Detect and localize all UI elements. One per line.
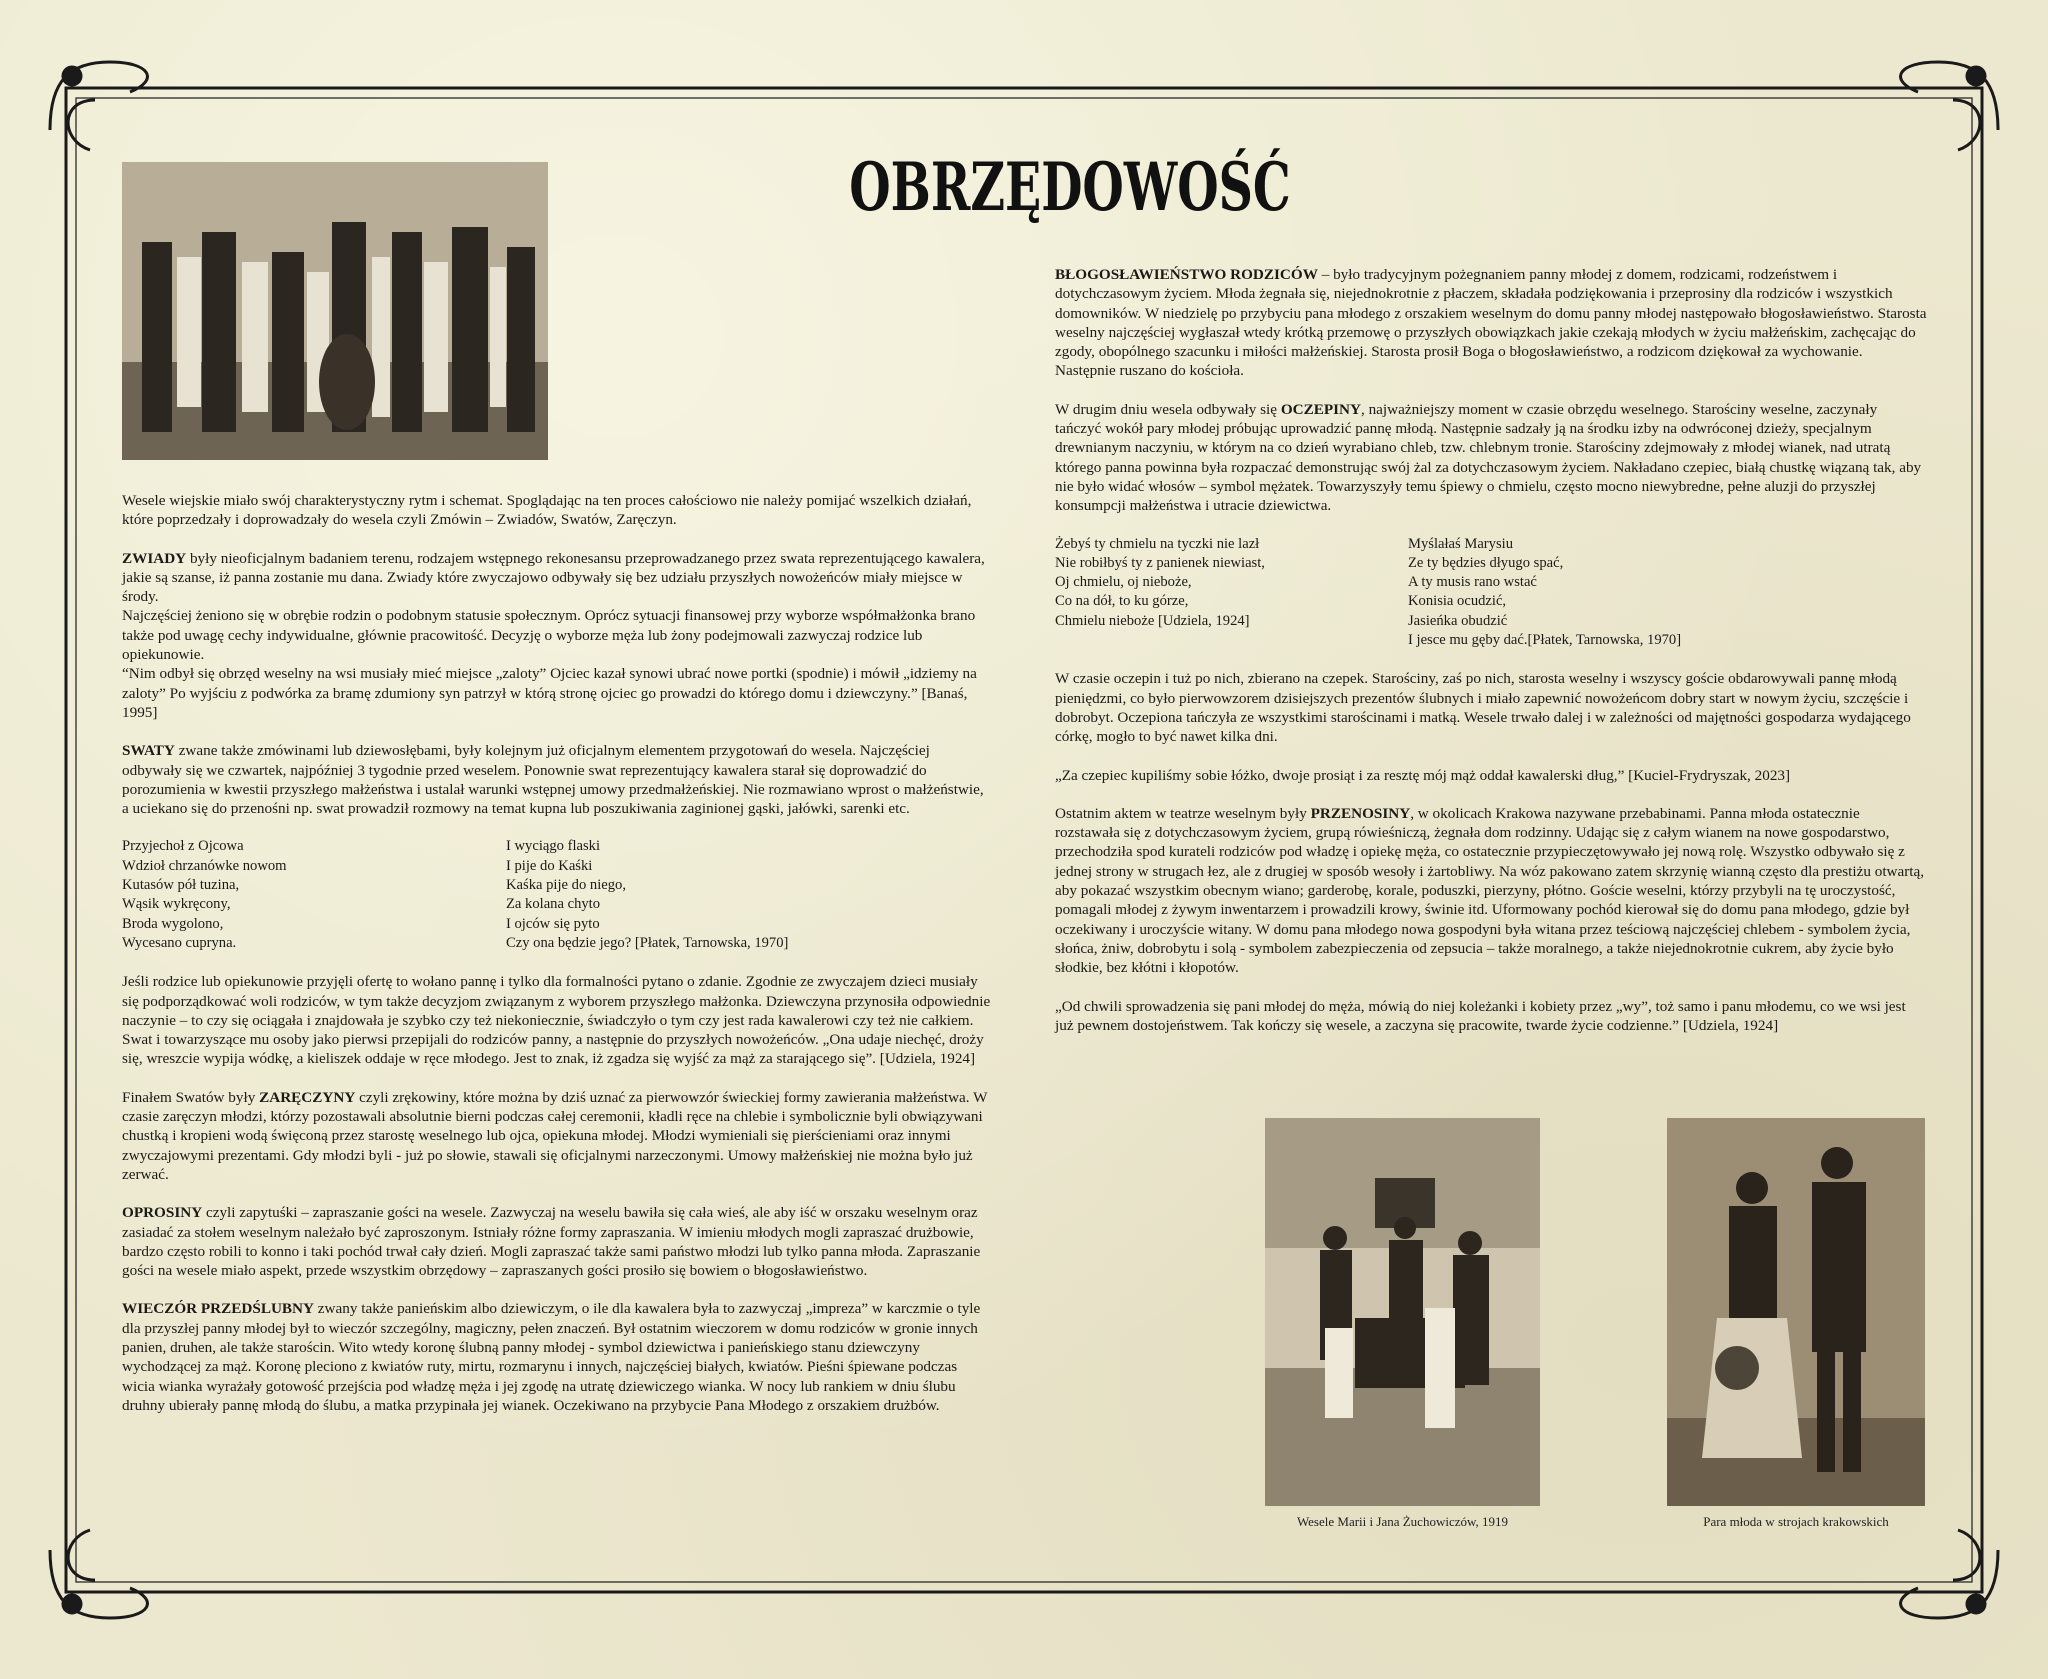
czepek-paragraph: W czasie oczepin i tuż po nich, zbierano na czepek. Starościny, zaś po nich, starosta weselny i wszyscy goście obdarowywali pannę młodą pieniędzmi, co było pierwowzorem dzisiejszych prezentów ślubnych i miało zapewnić nowożeńcom dobry start w nowym życiu, szczęście i dobrobyt. Oczepiona tańczyła ze wszystkimi starościnami i matką. Wesele trwało dalej i w zależności od majętności gospodarza wydającego córkę, mogło to być nawet kilka dni. [1055, 670, 1911, 746]
caption-wedding: Wesele Marii i Jana Żuchowiczów, 1919 [1296, 1514, 1509, 1529]
swaty-section [122, 741, 992, 818]
caption-couple: Para młoda w strojach krakowskich [1703, 1514, 1889, 1529]
photo-folk-group [122, 162, 548, 460]
oczepiny-intro: W drugim dniu wesela odbywały się [1055, 400, 1281, 418]
zwiady-text: były nieoficjalnym badaniem terenu, rodzajem wstępnego rekonesansu przeprowadzanego przez swata reprezentującego kawalera, jakie są szanse, iż panna zostanie mu dana. Zwiady które zwyczajowo odbywały się bez udziału przyszłych nowożeńców miały miejsce w środy. [122, 549, 985, 606]
wieczor-section [122, 1299, 992, 1415]
zareczyny-text: czyli zrękowiny, które można by dziś uznać za pierwowzór świeckiej formy zawierania małżeństwa. W czasie zaręczyn młodzi, którzy pozostawali absolutnie bierni podczas całej ceremonii, kładli ręce na chlebie i symbolicznie byli obwiązywani chustką i kropieni wodą święconą przez starostę weselnego lub ojca, opiekuna młodej. Młodzi wymieniali się pierścieniami oraz innymi zwyczajowymi prezentami. Gdy młodzi byli - już po słowie, stawali się oficjalnymi narzeczonymi. Umowy małżeńskiej nie można było już zerwać. [122, 1088, 988, 1183]
oczepiny-section [1055, 400, 1927, 516]
final-quote: „Od chwili sprowadzenia się pani młodej do męża, mówią do niej koleżanki i kobiety przez „wy”, toż samo i panu młodemu, co we wsi jest już pewnem dostojeństwem. Tak kończy się wesele, a zaczyna się pracowite, twarde życie codzienne.” [Udziela, 1924] [1055, 997, 1906, 1034]
zareczyny-intro: Finałem Swatów były [122, 1088, 260, 1106]
oprosiny-section [122, 1203, 992, 1280]
photo-wedding-zuchowicz [1265, 1118, 1540, 1506]
poem-oczepiny [1055, 535, 1927, 651]
zareczyny-heading: ZARĘCZYNY [259, 1088, 356, 1106]
wieczor-text: zwany także panieńskim albo dziewiczym, o ile dla kawalera była to zazwyczaj „impreza” w karczmie o tyle dla przyszłej panny młodej był to wieczór szczególny, magiczny, pełen znaczeń. Był ostatnim wieczorem w domu rodziców w gronie innych panien, druhen, ale także starościn. Wito wtedy koronę ślubną panny młodej - symbol dziewictwa i panieńskiego stanu dziewczyny wychodzącej za mąż. Koronę pleciono z kwiatów ruty, mirtu, rozmarynu i innych, najczęściej białych, kwiatów. Pieśni śpiewane podczas wicia wianka wyrażały gotowość przejścia pod władzę męża i jej zgodę na utratę dziewiczego wianka. W nocy lub rankiem w dniu ślubu druhny ubierały pannę młodą do ślubu, a matka przypinała jej wianek. Oczekiwano na przybycie Pana Młodego z orszakiem drużbów. [122, 1300, 981, 1414]
przenosiny-section [1055, 804, 1927, 978]
zwiady-section [122, 549, 992, 723]
blogoslawienstwo-heading: BŁOGOSŁAWIEŃSTWO RODZICÓW [1055, 266, 1318, 283]
przenosiny-heading: PRZENOSINY [1310, 804, 1411, 822]
poem-stanza-2: I wyciągo flaski I pije do Kaśki Kaśka pije do niego, Za kolana chyto I ojców się pyto Czy ona będzie jego? [Płatek, Tarnowska, 1970] [506, 838, 789, 951]
zwiady-text-2: Najczęściej żeniono się w obrębie rodzin o podobnym statusie społecznym. Oprócz sytuacji finansowej przy wyborze współmałżonka brano także pod uwagę cechy indywidualne, głównie pracowitość. Decyzję o wyborze męża lub żony podejmowali zazwyczaj rodzice lub opiekunowie. [122, 607, 976, 664]
oczepiny-heading: OCZEPINY [1280, 400, 1361, 418]
rodzice-paragraph: Jeśli rodzice lub opiekunowie przyjęli ofertę to wołano pannę i tylko dla formalności pytano o zdanie. Zgodnie ze zwyczajem dzieci musiały się podporządkować woli rodziców, w tym także decyzjom związanym z wyborem przyszłego małżonka. Dziewczyna przynosiła odpowiednie naczynie – to czy się ociągała i znajdowała je szybko czy też niekoniecznie, świadczyło o tym czy jest rada kawalerowi czy też nie całkiem. Swat i towarzyszące mu osoby jako pierwsi przepijali do rodziców panny, a następnie do przyszłych nowożeńców. „Ona udaje niechęć, droży się, wreszcie wypija wódkę, a kieliszek oddaje w ręce młodego. Jest to znak, iż zgadza się wyjść za mąż za starającego się”. [Udziela, 1924] [122, 973, 991, 1068]
photo-couple-krakow [1667, 1118, 1925, 1506]
przenosiny-text: , w okolicach Krakowa nazywane przebabinami. Panna młoda ostatecznie rozstawała się z dotychczasowym życiem, grupą rówieśniczą, żegnała dom rodzinny. Udając się z całym wianem na nowe gospodarstwo, przechodziła spod kurateli rodziców pod władzę i opiekę męża, co ostatecznie przypieczętowywało jej nową rolę. Wszystko odbywało się z jednej strony w strugach łez, ale z drugiej w sposób wesoły i żartobliwy. Na wóz pakowano zatem skrzynię wianną często dla prestiżu otwartą, aby pokazać wszystkim obecnym wiano; garderobę, korale, poduszki, pierzyny, płótno. Goście weselni, którzy przybyli na tę uroczystość, pomagali młodej z żywym inwentarzem i prowadzili krowy, świnie itd. Uformowany pochód kierował się do domu pana młodego, gdzie był oczekiwany i uroczyście witany. W domu pana młodego nowa gospodyni była witana przez teściową najczęściej chlebem - symbolem życia, słońca, żniw, dobrobytu i solą - symbolem zabezpieczenia od zepsucia – także moralnego, a także niejednokrotnie cukrem, aby życie było słodkie, bez kłótni i kłopotów. [1055, 804, 1925, 977]
wieczor-heading: WIECZÓR PRZEDŚLUBNY [122, 1300, 314, 1318]
blogoslawienstwo-text: – było tradycyjnym pożegnaniem panny młodej z domem, rodzicami, rodzeństwem i dotychczasowym życiem. Młoda żegnała się, niejednokrotnie z płaczem, składała podziękowania i przeprosiny dla rodziców i wszystkich domowników. W niedzielę po przybyciu pana młodego z orszakiem weselnym do domu panny młodej następowało błogosławieństwo. Starosta weselny najczęściej wygłaszał wtedy krótką przemowę o przyszłych obowiązkach jakie czekają młodych w życiu małżeńskim, zachęcając do zgody, obopólnego szacunku i miłości małżeńskiej. Starosta prosił Boga o błogosławieństwo, a rodzicom dziękował za wychowanie. Następnie ruszano do kościoła. [1055, 266, 1927, 380]
oprosiny-text: czyli zapytuśki – zapraszanie gości na wesele. Zazwyczaj na weselu bawiła się cała wieś, ale aby iść w orszaku weselnym oraz zasiadać za stołem weselnym należało być zaproszonym. Istniały różne formy zapraszania. W imieniu młodych mogli zapraszać drużbowie, bardzo często robili to konno i taki pochód trwał cały dzień. Mogli zapraszać także sami państwo młodzi lub tylko panna młoda. Zapraszanie gości na wesele miało aspekt, przede wszystkim obrzędowy – zapraszanych gości prosiło się bowiem o błogosławieństwo. [122, 1204, 981, 1280]
poem-stanza-4: Myślałaś Marysiu Ze ty będzies dłyugo spać, A ty musis rano wstać Konisia ocudzić, Jasieńka obudzić I jesce mu gęby dać.[Płatek, Tarnowska, 1970] [1408, 535, 1682, 649]
intro-paragraph: Wesele wiejskie miało swój charakterystyczny rytm i schemat. Spoglądając na ten proces całościowo nie należy pomijać wszelkich działań, które poprzedzały i doprowadzały do wesela czyli Zmówin – Zwiadów, Swatów, Zaręczyn. [122, 492, 972, 529]
zareczyny-section [122, 1088, 992, 1184]
swaty-heading: SWATY [122, 742, 175, 760]
right-column [1055, 265, 1927, 1054]
przenosiny-intro: Ostatnim aktem w teatrze weselnym były [1055, 804, 1311, 822]
oprosiny-heading: OPROSINY [122, 1204, 203, 1222]
zwiady-heading: ZWIADY [122, 549, 187, 567]
blogoslawienstwo-section [1055, 265, 1927, 381]
czepiec-quote: „Za czepiec kupiliśmy sobie łóżko, dwoje prosiąt i za resztę mój mąż oddał kawalerski dług,” [Kuciel-Frydryszak, 2023] [1055, 766, 1791, 784]
page-title: OBRZĘDOWOŚĆ [849, 148, 1291, 226]
poem-swaty [122, 837, 992, 953]
oczepiny-text: , najważniejszy moment w czasie obrzędu weselnego. Starościny weselne, zaczynały tańczyć wokół pary młodej próbując uprowadzić pannę młodą. Następnie sadzały ją na środku izby na odwróconej dzieży, specjalnym drewnianym naczyniu, w którym na co dzień wyrabiano chleb, tzw. chlebnym tronie. Starościny zdejmowały z młodej wianek, nad utratą którego panna powinna była rozpaczać demonstrując swój żal za dotychczasowym życiem. Nakładano czepiec, białą chustkę wiązaną tak, aby nie było widać włosów – symbol mężatek. Towarzyszyły temu śpiewy o chmielu, często mocno niewybredne, pełne aluzji do przyszłej konsumpcji małżeństwa i utracie dziewictwa. [1055, 400, 1922, 515]
left-column [122, 491, 992, 1434]
poem-stanza-1: Przyjechoł z Ojcowa Wdzioł chrzanówke nowom Kutasów pół tuzina, Wąsik wykręcony, Broda wygolono, Wycesano cupryna. [122, 838, 287, 951]
zwiady-quote: “Nim odbył się obrzęd weselny na wsi musiały mieć miejsce „zaloty” Ojciec kazał synowi ubrać nowe portki (spodnie) i mówił „idziemy na zaloty” Po wyjściu z podwórka za bramę zdumiony syn patrzył w którą stronę ojciec go prowadzi do którego domu i dziewczyny.” [Banaś, 1995] [122, 665, 977, 721]
swaty-text: zwane także zmówinami lub dziewosłębami, były kolejnym już oficjalnym elementem przygotowań do wesela. Najczęściej odbywały się we czwartek, najpóźniej 3 tygodnie przed weselem. Ponownie swat reprezentujący kawalera starał się doprowadzić do porozumienia w kwestii przyszłego małżeństwa i ustalał warunki wstępnej umowy przedmałżeńskiej. Nie rozmawiano wprost o małżeństwie, a uciekano się do przenośni np. swat prowadził rozmowy na temat kupna lub poszukiwania zaginionej gąski, jałówki, sarenki etc. [122, 742, 984, 818]
poem-stanza-3: Żebyś ty chmielu na tyczki nie lazł Nie robiłbyś ty z panienek niewiast, Oj chmielu, oj nieboże, Co na dół, to ku górze, Chmielu nieboże [Udziela, 1924] [1055, 535, 1265, 629]
